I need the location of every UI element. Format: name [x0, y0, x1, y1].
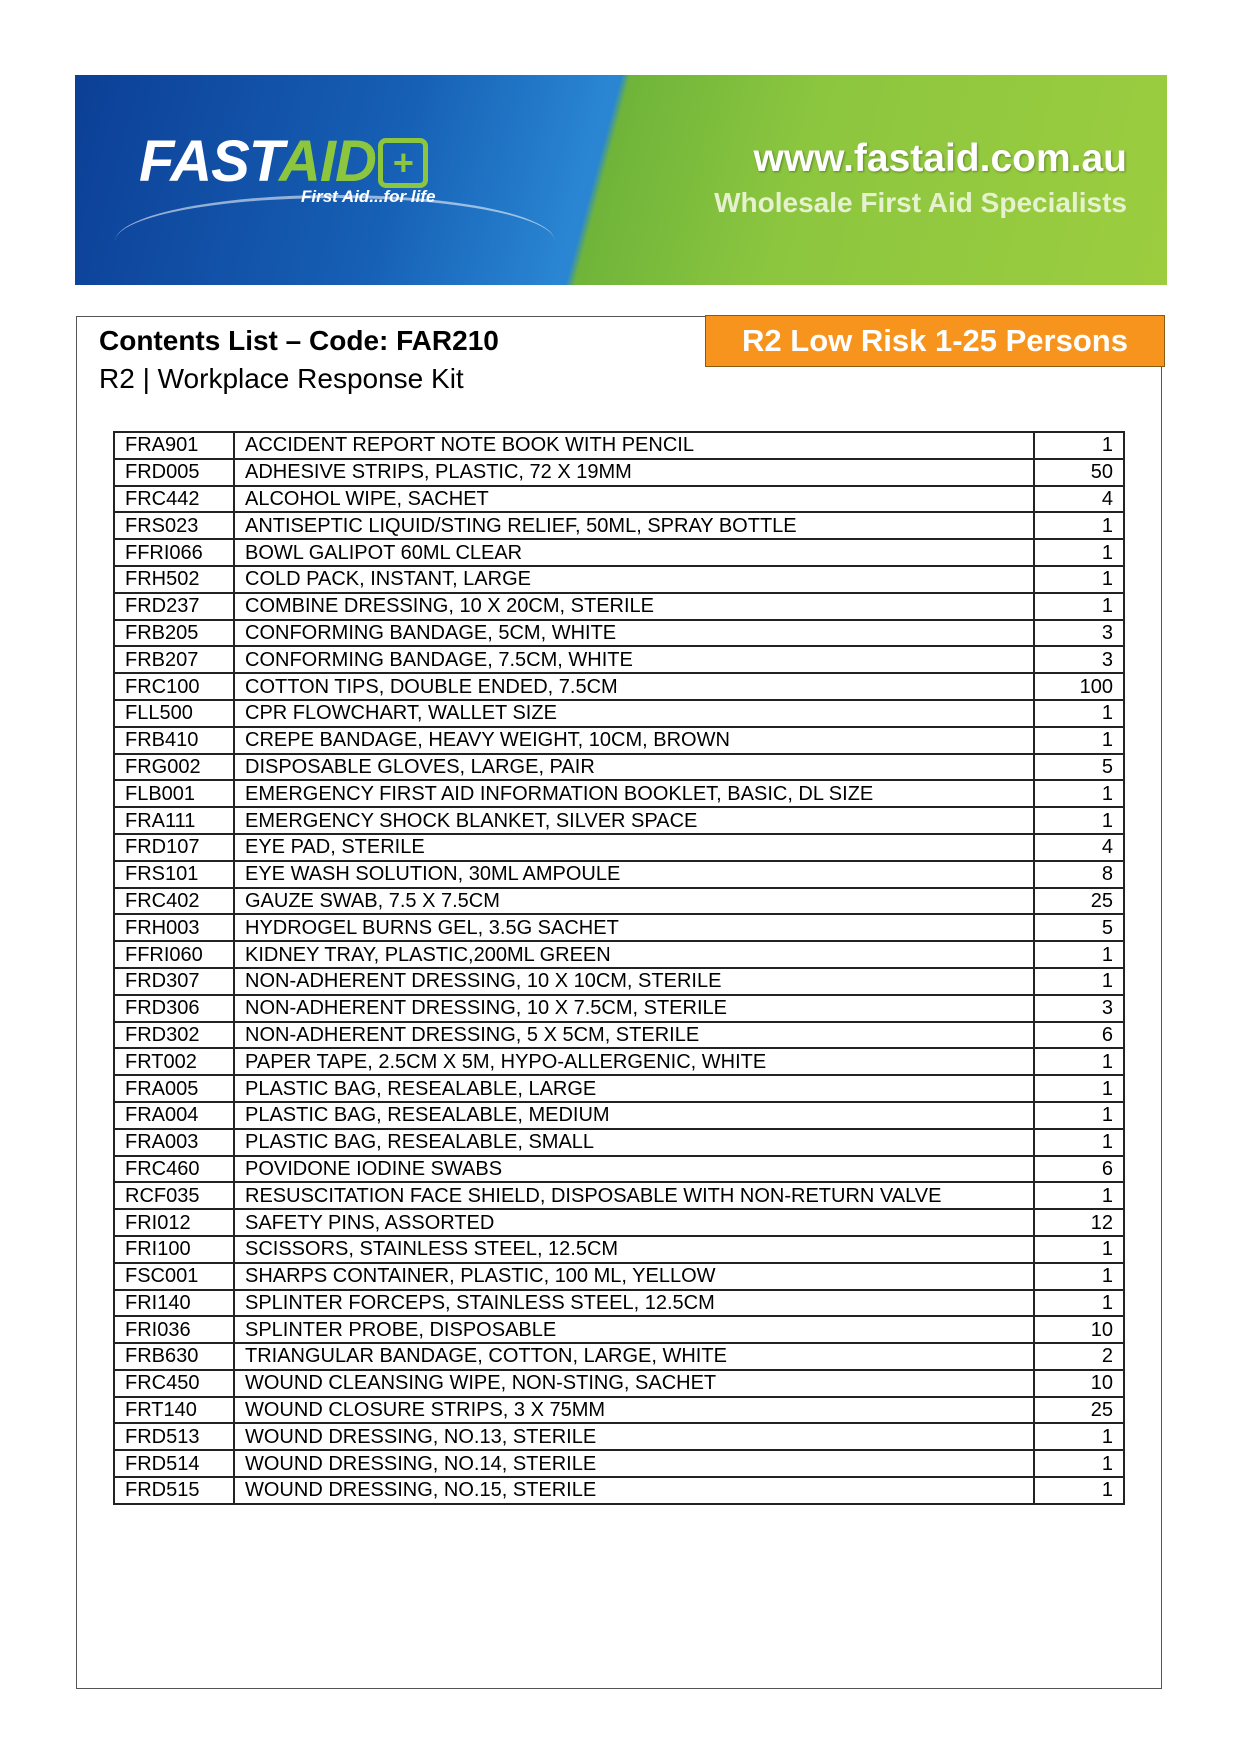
- item-quantity: 8: [1034, 861, 1124, 888]
- item-quantity: 1: [1034, 1048, 1124, 1075]
- table-row: [114, 1370, 1124, 1397]
- table-row: [114, 1102, 1124, 1129]
- logo-swoosh: [115, 195, 555, 285]
- item-description: PLASTIC BAG, RESEALABLE, SMALL: [234, 1129, 1034, 1156]
- item-quantity: 10: [1034, 1370, 1124, 1397]
- item-description: GAUZE SWAB, 7.5 X 7.5CM: [234, 888, 1034, 915]
- item-quantity: 1: [1034, 432, 1124, 459]
- item-code: FRA005: [114, 1075, 234, 1102]
- item-code: FFRI060: [114, 941, 234, 968]
- item-description: WOUND DRESSING, NO.13, STERILE: [234, 1423, 1034, 1450]
- table-row: [114, 432, 1124, 459]
- item-quantity: 1: [1034, 1477, 1124, 1504]
- table-row: [114, 1263, 1124, 1290]
- item-code: FRG002: [114, 754, 234, 781]
- item-code: FRS101: [114, 861, 234, 888]
- document-title: Contents List – Code: FAR210: [99, 325, 499, 356]
- item-quantity: 5: [1034, 754, 1124, 781]
- table-row: [114, 1075, 1124, 1102]
- table-row: [114, 1236, 1124, 1263]
- table-row: [114, 673, 1124, 700]
- item-quantity: 3: [1034, 646, 1124, 673]
- table-row: [114, 914, 1124, 941]
- item-code: FRD306: [114, 995, 234, 1022]
- item-description: RESUSCITATION FACE SHIELD, DISPOSABLE WITH NON-RETURN VALVE: [234, 1182, 1034, 1209]
- fastaid-logo: [139, 129, 428, 194]
- item-description: WOUND CLOSURE STRIPS, 3 X 75MM: [234, 1397, 1034, 1424]
- item-code: FRC402: [114, 888, 234, 915]
- table-row: [114, 1182, 1124, 1209]
- table-row: [114, 1129, 1124, 1156]
- item-description: TRIANGULAR BANDAGE, COTTON, LARGE, WHITE: [234, 1343, 1034, 1370]
- item-description: EYE PAD, STERILE: [234, 834, 1034, 861]
- item-quantity: 6: [1034, 1156, 1124, 1183]
- item-description: KIDNEY TRAY, PLASTIC,200ML GREEN: [234, 941, 1034, 968]
- item-code: FRB410: [114, 727, 234, 754]
- table-row: [114, 1450, 1124, 1477]
- item-quantity: 50: [1034, 459, 1124, 486]
- table-row: [114, 566, 1124, 593]
- item-quantity: 3: [1034, 620, 1124, 647]
- table-row: [114, 807, 1124, 834]
- item-code: FRS023: [114, 512, 234, 539]
- document-subtitle: R2 | Workplace Response Kit: [99, 363, 464, 394]
- item-code: FRC460: [114, 1156, 234, 1183]
- item-description: ALCOHOL WIPE, SACHET: [234, 486, 1034, 513]
- item-quantity: 1: [1034, 807, 1124, 834]
- item-code: FRT002: [114, 1048, 234, 1075]
- item-description: EYE WASH SOLUTION, 30ML AMPOULE: [234, 861, 1034, 888]
- item-quantity: 1: [1034, 593, 1124, 620]
- item-quantity: 1: [1034, 780, 1124, 807]
- item-quantity: 4: [1034, 486, 1124, 513]
- item-quantity: 1: [1034, 1236, 1124, 1263]
- item-code: FRA901: [114, 432, 234, 459]
- item-description: NON-ADHERENT DRESSING, 5 X 5CM, STERILE: [234, 1022, 1034, 1049]
- item-description: ACCIDENT REPORT NOTE BOOK WITH PENCIL: [234, 432, 1034, 459]
- item-description: SPLINTER FORCEPS, STAINLESS STEEL, 12.5CM: [234, 1290, 1034, 1317]
- item-description: EMERGENCY SHOCK BLANKET, SILVER SPACE: [234, 807, 1034, 834]
- table-row: [114, 700, 1124, 727]
- item-description: CONFORMING BANDAGE, 5CM, WHITE: [234, 620, 1034, 647]
- item-description: PLASTIC BAG, RESEALABLE, LARGE: [234, 1075, 1034, 1102]
- table-row: [114, 1022, 1124, 1049]
- table-row: [114, 1156, 1124, 1183]
- item-quantity: 3: [1034, 995, 1124, 1022]
- logo-aid-text: AID: [278, 129, 376, 194]
- website-url: www.fastaid.com.au: [753, 137, 1127, 180]
- logo-fast-text: FAST: [139, 129, 279, 194]
- item-description: WOUND DRESSING, NO.14, STERILE: [234, 1450, 1034, 1477]
- item-quantity: 100: [1034, 673, 1124, 700]
- item-code: FRD514: [114, 1450, 234, 1477]
- item-quantity: 4: [1034, 834, 1124, 861]
- table-row: [114, 512, 1124, 539]
- item-description: PAPER TAPE, 2.5CM X 5M, HYPO-ALLERGENIC, WHITE: [234, 1048, 1034, 1075]
- item-description: COLD PACK, INSTANT, LARGE: [234, 566, 1034, 593]
- item-code: FRA111: [114, 807, 234, 834]
- table-row: [114, 459, 1124, 486]
- item-code: FRC442: [114, 486, 234, 513]
- item-code: FRD302: [114, 1022, 234, 1049]
- item-description: BOWL GALIPOT 60ML CLEAR: [234, 539, 1034, 566]
- item-code: FRI100: [114, 1236, 234, 1263]
- table-row: [114, 995, 1124, 1022]
- header-banner: [75, 75, 1167, 285]
- item-description: EMERGENCY FIRST AID INFORMATION BOOKLET, BASIC, DL SIZE: [234, 780, 1034, 807]
- table-row: [114, 888, 1124, 915]
- item-description: SAFETY PINS, ASSORTED: [234, 1209, 1034, 1236]
- first-aid-cross-icon: +: [378, 138, 428, 188]
- item-code: FRD307: [114, 968, 234, 995]
- item-code: FRD513: [114, 1423, 234, 1450]
- company-slogan: Wholesale First Aid Specialists: [714, 187, 1127, 218]
- table-row: [114, 1316, 1124, 1343]
- item-code: FRD237: [114, 593, 234, 620]
- item-description: POVIDONE IODINE SWABS: [234, 1156, 1034, 1183]
- item-code: FRC450: [114, 1370, 234, 1397]
- item-quantity: 1: [1034, 1450, 1124, 1477]
- item-quantity: 1: [1034, 1182, 1124, 1209]
- table-row: [114, 861, 1124, 888]
- item-code: FRA004: [114, 1102, 234, 1129]
- item-quantity: 1: [1034, 968, 1124, 995]
- item-code: FRT140: [114, 1397, 234, 1424]
- item-description: COTTON TIPS, DOUBLE ENDED, 7.5CM: [234, 673, 1034, 700]
- table-row: [114, 593, 1124, 620]
- item-quantity: 1: [1034, 539, 1124, 566]
- item-quantity: 1: [1034, 566, 1124, 593]
- item-code: FFRI066: [114, 539, 234, 566]
- item-quantity: 1: [1034, 512, 1124, 539]
- item-code: FRH502: [114, 566, 234, 593]
- item-quantity: 1: [1034, 700, 1124, 727]
- item-quantity: 1: [1034, 1075, 1124, 1102]
- item-code: FRB630: [114, 1343, 234, 1370]
- item-quantity: 1: [1034, 1423, 1124, 1450]
- item-description: HYDROGEL BURNS GEL, 3.5G SACHET: [234, 914, 1034, 941]
- item-quantity: 6: [1034, 1022, 1124, 1049]
- item-code: FRD107: [114, 834, 234, 861]
- risk-level-badge: R2 Low Risk 1-25 Persons: [705, 315, 1165, 367]
- item-quantity: 25: [1034, 1397, 1124, 1424]
- item-description: DISPOSABLE GLOVES, LARGE, PAIR: [234, 754, 1034, 781]
- item-code: FRD515: [114, 1477, 234, 1504]
- item-description: CPR FLOWCHART, WALLET SIZE: [234, 700, 1034, 727]
- item-code: FRC100: [114, 673, 234, 700]
- item-quantity: 2: [1034, 1343, 1124, 1370]
- item-code: FRI012: [114, 1209, 234, 1236]
- item-code: FRA003: [114, 1129, 234, 1156]
- item-description: COMBINE DRESSING, 10 X 20CM, STERILE: [234, 593, 1034, 620]
- item-quantity: 1: [1034, 727, 1124, 754]
- table-row: [114, 1423, 1124, 1450]
- contents-card: [76, 316, 1162, 1689]
- item-code: RCF035: [114, 1182, 234, 1209]
- item-description: NON-ADHERENT DRESSING, 10 X 7.5CM, STERILE: [234, 995, 1034, 1022]
- item-quantity: 10: [1034, 1316, 1124, 1343]
- table-row: [114, 727, 1124, 754]
- item-description: PLASTIC BAG, RESEALABLE, MEDIUM: [234, 1102, 1034, 1129]
- logo-tagline: First Aid...for life: [301, 187, 436, 206]
- item-description: WOUND DRESSING, NO.15, STERILE: [234, 1477, 1034, 1504]
- table-row: [114, 646, 1124, 673]
- item-code: FRD005: [114, 459, 234, 486]
- item-quantity: 1: [1034, 1263, 1124, 1290]
- item-code: FSC001: [114, 1263, 234, 1290]
- table-row: [114, 1397, 1124, 1424]
- table-row: [114, 780, 1124, 807]
- item-code: FRI036: [114, 1316, 234, 1343]
- item-description: WOUND CLEANSING WIPE, NON-STING, SACHET: [234, 1370, 1034, 1397]
- item-description: SCISSORS, STAINLESS STEEL, 12.5CM: [234, 1236, 1034, 1263]
- table-row: [114, 754, 1124, 781]
- item-description: ANTISEPTIC LIQUID/STING RELIEF, 50ML, SPRAY BOTTLE: [234, 512, 1034, 539]
- item-code: FLL500: [114, 700, 234, 727]
- item-description: SPLINTER PROBE, DISPOSABLE: [234, 1316, 1034, 1343]
- table-row: [114, 834, 1124, 861]
- item-quantity: 1: [1034, 1102, 1124, 1129]
- item-description: ADHESIVE STRIPS, PLASTIC, 72 X 19MM: [234, 459, 1034, 486]
- item-description: NON-ADHERENT DRESSING, 10 X 10CM, STERILE: [234, 968, 1034, 995]
- item-quantity: 12: [1034, 1209, 1124, 1236]
- item-quantity: 25: [1034, 888, 1124, 915]
- table-row: [114, 1477, 1124, 1504]
- table-row: [114, 1048, 1124, 1075]
- item-description: SHARPS CONTAINER, PLASTIC, 100 ML, YELLOW: [234, 1263, 1034, 1290]
- table-row: [114, 968, 1124, 995]
- table-row: [114, 539, 1124, 566]
- item-code: FRH003: [114, 914, 234, 941]
- item-code: FRI140: [114, 1290, 234, 1317]
- contents-table: [113, 431, 1125, 1505]
- item-quantity: 1: [1034, 1129, 1124, 1156]
- table-row: [114, 1209, 1124, 1236]
- table-row: [114, 1343, 1124, 1370]
- contents-table-body: [114, 432, 1124, 1504]
- item-quantity: 1: [1034, 1290, 1124, 1317]
- table-row: [114, 1290, 1124, 1317]
- table-row: [114, 620, 1124, 647]
- item-code: FLB001: [114, 780, 234, 807]
- item-quantity: 5: [1034, 914, 1124, 941]
- item-code: FRB207: [114, 646, 234, 673]
- table-row: [114, 486, 1124, 513]
- item-description: CREPE BANDAGE, HEAVY WEIGHT, 10CM, BROWN: [234, 727, 1034, 754]
- item-description: CONFORMING BANDAGE, 7.5CM, WHITE: [234, 646, 1034, 673]
- table-row: [114, 941, 1124, 968]
- item-quantity: 1: [1034, 941, 1124, 968]
- item-code: FRB205: [114, 620, 234, 647]
